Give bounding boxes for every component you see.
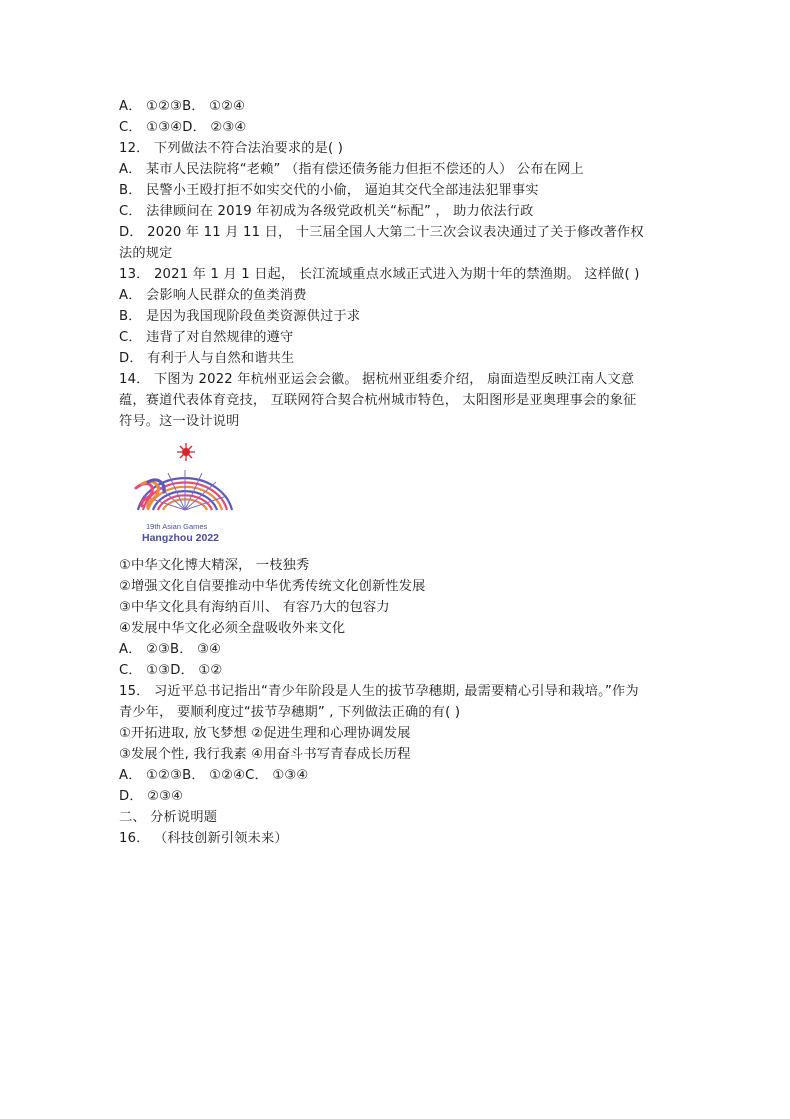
option-line: A． ①②③B． ①②④C． ①③④ <box>119 768 309 783</box>
sun-icon <box>177 443 195 461</box>
option-line: A． 会影响人民群众的鱼类消费 <box>119 288 307 303</box>
option-line: A． ②③B． ③④ <box>119 642 222 657</box>
question-14-cont: 蕴，赛道代表体育竞技， 互联网符合契合杭州城市特色， 太阳图形是亚奥理事会的象征 <box>119 393 637 408</box>
question-14: 14． 下图为 2022 年杭州亚运会会徽。 据杭州亚组委介绍， 扇面造型反映江南人文意 <box>119 372 635 387</box>
fan-logo-icon <box>132 440 236 546</box>
hangzhou-asian-games-logo <box>132 440 236 546</box>
statement-line: ③发展个性, 我行我素 ④用奋斗书写青春成长历程 <box>119 747 411 762</box>
option-line: A． ①②③B． ①②④ <box>119 99 246 114</box>
option-line: D． ②③④ <box>119 789 184 804</box>
question-15-cont: 青少年， 要顺利度过“拔节孕穗期” , 下列做法正确的有( ) <box>119 705 461 720</box>
question-12: 12． 下列做法不符合法治要求的是( ) <box>119 141 344 156</box>
option-line: D． 2020 年 11 月 11 日， 十三届全国人大第二十三次会议表决通过了关于修改著作权 <box>119 225 644 240</box>
option-line: A． 某市人民法院将“老赖” （指有偿还债务能力但拒不偿还的人） 公布在网上 <box>119 162 584 177</box>
question-13: 13． 2021 年 1 月 1 日起， 长江流域重点水域正式进入为期十年的禁渔期。 这样做( ) <box>119 267 640 282</box>
option-line: B． 是因为我国现阶段鱼类资源供过于求 <box>119 309 361 324</box>
option-line: C． ①③④D． ②③④ <box>119 120 247 135</box>
question-14-cont: 符号。这一设计说明 <box>119 414 240 429</box>
option-line: C． 法律顾问在 2019 年初成为各级党政机关“标配” ， 助力依法行政 <box>119 204 534 219</box>
statement-1: ①中华文化博大精深， 一枝独秀 <box>119 558 310 573</box>
statement-4: ④发展中华文化必须全盘吸收外来文化 <box>119 621 346 636</box>
option-line-cont: 法的规定 <box>119 246 173 261</box>
statement-3: ③中华文化具有海纳百川、 有容乃大的包容力 <box>119 600 390 615</box>
section-heading: 二、 分析说明题 <box>119 810 218 825</box>
question-16: 16． （科技创新引领未来） <box>119 831 288 846</box>
logo-caption-line2: Hangzhou 2022 <box>142 532 220 544</box>
option-line: B． 民警小王殴打拒不如实交代的小偷， 逼迫其交代全部违法犯罪事实 <box>119 183 539 198</box>
statement-2: ②增强文化自信要推动中华优秀传统文化创新性发展 <box>119 579 426 594</box>
option-line: D． 有利于人与自然和谐共生 <box>119 351 295 366</box>
logo-caption-line1: 19th Asian Games <box>146 522 208 531</box>
question-15: 15． 习近平总书记指出“青少年阶段是人生的拔节孕穗期, 最需要精心引导和栽培。”作为 <box>119 684 639 699</box>
statement-line: ①开拓进取, 放飞梦想 ②促进生理和心理协调发展 <box>119 726 411 741</box>
option-line: C． 违背了对自然规律的遵守 <box>119 330 294 345</box>
option-line: C． ①③D． ①② <box>119 663 223 678</box>
